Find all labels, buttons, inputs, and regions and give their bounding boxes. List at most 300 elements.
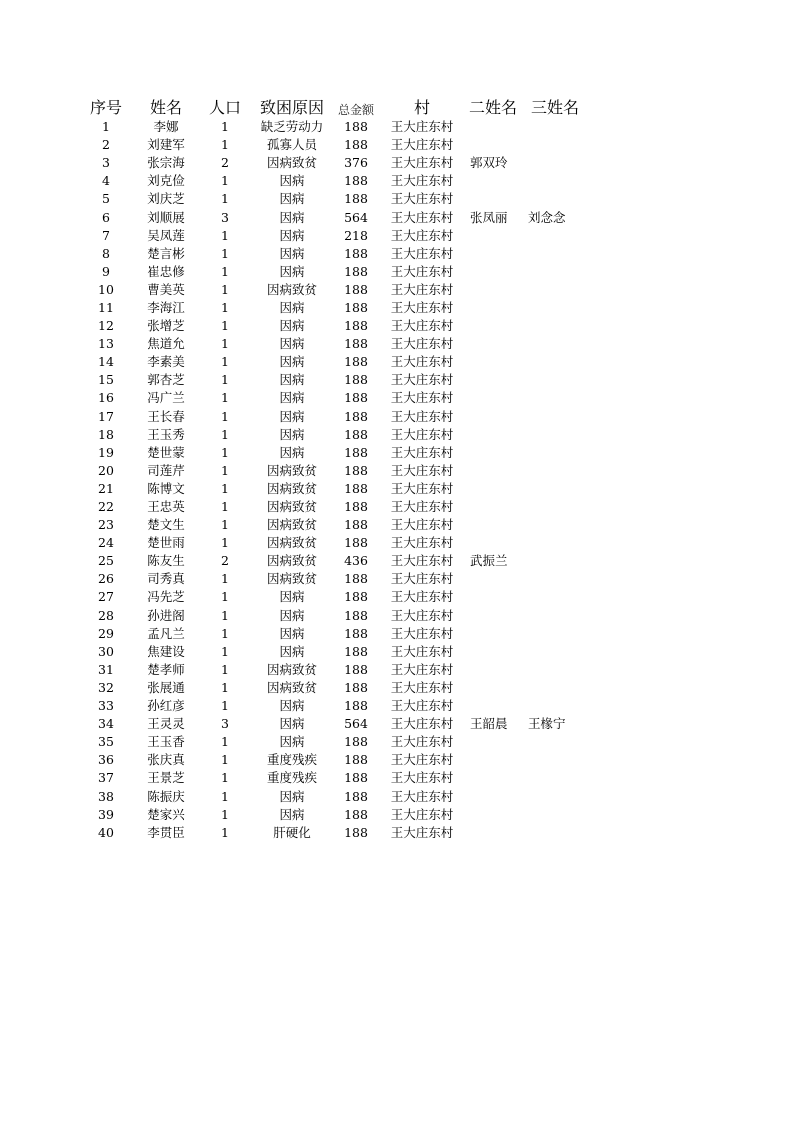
cell-household-size: 1 bbox=[221, 426, 229, 442]
table-row bbox=[78, 227, 588, 245]
cell-village: 王大庄东村 bbox=[390, 119, 454, 135]
cell-third-name bbox=[522, 534, 588, 552]
cell-total-amount: 188 bbox=[344, 137, 368, 153]
cell-third-name bbox=[522, 281, 588, 299]
cell-second-name bbox=[464, 227, 522, 245]
cell-total-amount: 188 bbox=[344, 698, 368, 714]
table-row bbox=[78, 136, 588, 154]
cell-poverty-cause: 因病 bbox=[279, 716, 305, 732]
cell-index: 34 bbox=[98, 716, 114, 732]
cell-third-name bbox=[522, 136, 588, 154]
cell-village: 王大庄东村 bbox=[390, 589, 454, 605]
cell-name: 刘建军 bbox=[147, 137, 185, 153]
cell-name: 焦道允 bbox=[147, 336, 185, 352]
cell-second-name: 郭双玲 bbox=[470, 155, 508, 171]
cell-poverty-cause: 肝硬化 bbox=[273, 824, 311, 840]
table-row bbox=[78, 245, 588, 263]
cell-village: 王大庄东村 bbox=[390, 191, 454, 207]
cell-village: 王大庄东村 bbox=[390, 679, 454, 695]
table-row bbox=[78, 281, 588, 299]
cell-index: 37 bbox=[98, 770, 114, 786]
cell-name: 张庆真 bbox=[147, 752, 185, 768]
cell-poverty-cause: 因病 bbox=[279, 607, 305, 623]
table-row bbox=[78, 190, 588, 208]
cell-total-amount: 188 bbox=[344, 444, 368, 460]
table-row bbox=[78, 588, 588, 606]
cell-poverty-cause: 孤寡人员 bbox=[266, 137, 317, 153]
cell-poverty-cause: 因病致贫 bbox=[266, 679, 317, 695]
cell-total-amount: 188 bbox=[344, 571, 368, 587]
cell-third-name bbox=[522, 625, 588, 643]
cell-total-amount: 188 bbox=[344, 643, 368, 659]
cell-name: 李娜 bbox=[153, 119, 179, 135]
table-row bbox=[78, 733, 588, 751]
cell-household-size: 1 bbox=[221, 480, 229, 496]
cell-total-amount: 188 bbox=[344, 734, 368, 750]
cell-second-name bbox=[464, 661, 522, 679]
cell-village: 王大庄东村 bbox=[390, 354, 454, 370]
table-row bbox=[78, 751, 588, 769]
cell-village: 王大庄东村 bbox=[390, 770, 454, 786]
table-row bbox=[78, 806, 588, 824]
cell-name: 王景芝 bbox=[147, 770, 185, 786]
cell-name: 孟凡兰 bbox=[147, 625, 185, 641]
cell-total-amount: 564 bbox=[344, 716, 368, 732]
cell-poverty-cause: 因病致贫 bbox=[266, 281, 317, 297]
cell-total-amount: 188 bbox=[344, 245, 368, 261]
cell-third-name: 王椽宁 bbox=[528, 716, 566, 732]
cell-household-size: 1 bbox=[221, 444, 229, 460]
cell-name: 王忠英 bbox=[147, 499, 185, 515]
cell-household-size: 1 bbox=[221, 227, 229, 243]
cell-third-name bbox=[522, 552, 588, 570]
cell-village: 王大庄东村 bbox=[390, 137, 454, 153]
cell-village: 王大庄东村 bbox=[390, 752, 454, 768]
cell-household-size: 1 bbox=[221, 752, 229, 768]
cell-second-name bbox=[464, 625, 522, 643]
cell-household-size: 1 bbox=[221, 734, 229, 750]
cell-index: 2 bbox=[102, 137, 110, 153]
cell-third-name bbox=[522, 751, 588, 769]
cell-index: 11 bbox=[98, 299, 114, 315]
cell-second-name bbox=[464, 335, 522, 353]
cell-poverty-cause: 重度残疾 bbox=[266, 770, 317, 786]
cell-index: 29 bbox=[98, 625, 114, 641]
cell-total-amount: 188 bbox=[344, 625, 368, 641]
cell-village: 王大庄东村 bbox=[390, 788, 454, 804]
cell-index: 3 bbox=[102, 155, 110, 171]
cell-poverty-cause: 因病致贫 bbox=[266, 480, 317, 496]
cell-name: 崔忠修 bbox=[147, 263, 185, 279]
cell-total-amount: 188 bbox=[344, 299, 368, 315]
cell-index: 12 bbox=[98, 318, 114, 334]
table-row bbox=[78, 462, 588, 480]
cell-second-name bbox=[464, 408, 522, 426]
cell-village: 王大庄东村 bbox=[390, 824, 454, 840]
cell-name: 刘顺展 bbox=[147, 209, 185, 225]
cell-second-name bbox=[464, 317, 522, 335]
cell-second-name: 武振兰 bbox=[470, 553, 508, 569]
cell-poverty-cause: 因病 bbox=[279, 426, 305, 442]
cell-second-name bbox=[464, 353, 522, 371]
cell-village: 王大庄东村 bbox=[390, 480, 454, 496]
cell-name: 曹美英 bbox=[147, 281, 185, 297]
cell-total-amount: 188 bbox=[344, 806, 368, 822]
cell-name: 孙进阁 bbox=[147, 607, 185, 623]
header-poverty-cause: 致困原因 bbox=[259, 98, 324, 117]
table-row bbox=[78, 371, 588, 389]
cell-third-name bbox=[522, 263, 588, 281]
cell-total-amount: 188 bbox=[344, 318, 368, 334]
cell-village: 王大庄东村 bbox=[390, 499, 454, 515]
cell-household-size: 3 bbox=[221, 716, 229, 732]
cell-index: 30 bbox=[98, 643, 114, 659]
cell-third-name bbox=[522, 824, 588, 842]
cell-third-name bbox=[522, 444, 588, 462]
cell-index: 17 bbox=[98, 408, 114, 424]
cell-second-name bbox=[464, 697, 522, 715]
cell-poverty-cause: 因病 bbox=[279, 299, 305, 315]
cell-index: 13 bbox=[98, 336, 114, 352]
cell-second-name bbox=[464, 426, 522, 444]
cell-poverty-cause: 重度残疾 bbox=[266, 752, 317, 768]
cell-village: 王大庄东村 bbox=[390, 209, 454, 225]
cell-third-name bbox=[522, 570, 588, 588]
header-third-name: 三姓名 bbox=[530, 98, 579, 117]
cell-household-size: 1 bbox=[221, 679, 229, 695]
table-row bbox=[78, 607, 588, 625]
cell-name: 郭杏芝 bbox=[147, 372, 185, 388]
cell-third-name bbox=[522, 588, 588, 606]
cell-household-size: 1 bbox=[221, 191, 229, 207]
cell-name: 李素美 bbox=[147, 354, 185, 370]
cell-third-name bbox=[522, 245, 588, 263]
cell-household-size: 1 bbox=[221, 625, 229, 641]
cell-household-size: 1 bbox=[221, 535, 229, 551]
cell-name: 李海江 bbox=[147, 299, 185, 315]
cell-second-name: 张凤丽 bbox=[470, 209, 508, 225]
cell-second-name bbox=[464, 733, 522, 751]
header-row bbox=[78, 95, 588, 118]
cell-name: 陈博文 bbox=[147, 480, 185, 496]
cell-name: 王长春 bbox=[147, 408, 185, 424]
cell-index: 6 bbox=[102, 209, 110, 225]
header-household-size: 人口 bbox=[208, 98, 241, 117]
table-row bbox=[78, 625, 588, 643]
cell-household-size: 1 bbox=[221, 770, 229, 786]
cell-total-amount: 188 bbox=[344, 752, 368, 768]
cell-third-name bbox=[522, 389, 588, 407]
cell-name: 张增芝 bbox=[147, 318, 185, 334]
cell-poverty-cause: 因病 bbox=[279, 408, 305, 424]
cell-second-name bbox=[464, 389, 522, 407]
cell-total-amount: 188 bbox=[344, 607, 368, 623]
cell-name: 楚孝师 bbox=[147, 661, 185, 677]
cell-total-amount: 188 bbox=[344, 788, 368, 804]
cell-village: 王大庄东村 bbox=[390, 734, 454, 750]
cell-second-name bbox=[464, 570, 522, 588]
cell-index: 9 bbox=[102, 263, 110, 279]
cell-village: 王大庄东村 bbox=[390, 263, 454, 279]
cell-third-name bbox=[522, 118, 588, 136]
cell-total-amount: 188 bbox=[344, 408, 368, 424]
cell-poverty-cause: 因病致贫 bbox=[266, 571, 317, 587]
cell-third-name bbox=[522, 172, 588, 190]
cell-village: 王大庄东村 bbox=[390, 607, 454, 623]
cell-index: 14 bbox=[98, 354, 114, 370]
cell-poverty-cause: 因病致贫 bbox=[266, 553, 317, 569]
cell-second-name bbox=[464, 190, 522, 208]
cell-total-amount: 188 bbox=[344, 281, 368, 297]
cell-second-name bbox=[464, 534, 522, 552]
cell-household-size: 1 bbox=[221, 299, 229, 315]
cell-second-name bbox=[464, 462, 522, 480]
cell-household-size: 1 bbox=[221, 281, 229, 297]
cell-third-name bbox=[522, 371, 588, 389]
cell-poverty-cause: 因病 bbox=[279, 444, 305, 460]
cell-poverty-cause: 因病 bbox=[279, 698, 305, 714]
cell-total-amount: 188 bbox=[344, 372, 368, 388]
cell-third-name bbox=[522, 498, 588, 516]
cell-village: 王大庄东村 bbox=[390, 299, 454, 315]
cell-third-name bbox=[522, 353, 588, 371]
cell-total-amount: 376 bbox=[344, 155, 368, 171]
cell-third-name bbox=[522, 661, 588, 679]
cell-second-name bbox=[464, 679, 522, 697]
cell-total-amount: 188 bbox=[344, 390, 368, 406]
table-row bbox=[78, 208, 588, 226]
cell-total-amount: 188 bbox=[344, 336, 368, 352]
cell-village: 王大庄东村 bbox=[390, 426, 454, 442]
cell-second-name bbox=[464, 787, 522, 805]
cell-village: 王大庄东村 bbox=[390, 571, 454, 587]
cell-name: 楚家兴 bbox=[147, 806, 185, 822]
cell-household-size: 1 bbox=[221, 788, 229, 804]
table-row bbox=[78, 426, 588, 444]
cell-household-size: 1 bbox=[221, 119, 229, 135]
cell-household-size: 1 bbox=[221, 336, 229, 352]
cell-name: 楚文生 bbox=[147, 517, 185, 533]
cell-name: 陈友生 bbox=[147, 553, 185, 569]
cell-index: 7 bbox=[102, 227, 110, 243]
cell-name: 张展通 bbox=[147, 679, 185, 695]
cell-village: 王大庄东村 bbox=[390, 643, 454, 659]
cell-second-name bbox=[464, 118, 522, 136]
beneficiary-table bbox=[78, 95, 588, 842]
cell-household-size: 3 bbox=[221, 209, 229, 225]
cell-name: 孙红彦 bbox=[147, 698, 185, 714]
cell-village: 王大庄东村 bbox=[390, 245, 454, 261]
cell-index: 23 bbox=[98, 517, 114, 533]
table-row bbox=[78, 172, 588, 190]
cell-index: 31 bbox=[98, 661, 114, 677]
cell-poverty-cause: 因病 bbox=[279, 625, 305, 641]
cell-poverty-cause: 因病 bbox=[279, 245, 305, 261]
cell-total-amount: 188 bbox=[344, 191, 368, 207]
table-row bbox=[78, 824, 588, 842]
cell-total-amount: 188 bbox=[344, 661, 368, 677]
cell-second-name bbox=[464, 444, 522, 462]
cell-index: 8 bbox=[102, 245, 110, 261]
cell-household-size: 1 bbox=[221, 137, 229, 153]
cell-name: 刘庆芝 bbox=[147, 191, 185, 207]
cell-total-amount: 188 bbox=[344, 119, 368, 135]
cell-poverty-cause: 缺乏劳动力 bbox=[260, 119, 324, 135]
cell-total-amount: 188 bbox=[344, 679, 368, 695]
cell-name: 陈振庆 bbox=[147, 788, 185, 804]
cell-poverty-cause: 因病 bbox=[279, 390, 305, 406]
table-row bbox=[78, 353, 588, 371]
cell-second-name bbox=[464, 281, 522, 299]
cell-index: 27 bbox=[98, 589, 114, 605]
cell-second-name bbox=[464, 245, 522, 263]
cell-third-name bbox=[522, 733, 588, 751]
cell-index: 36 bbox=[98, 752, 114, 768]
table-row bbox=[78, 299, 588, 317]
cell-village: 王大庄东村 bbox=[390, 806, 454, 822]
cell-third-name bbox=[522, 408, 588, 426]
cell-village: 王大庄东村 bbox=[390, 390, 454, 406]
cell-index: 1 bbox=[102, 119, 110, 135]
cell-index: 15 bbox=[98, 372, 114, 388]
cell-poverty-cause: 因病 bbox=[279, 318, 305, 334]
cell-household-size: 1 bbox=[221, 571, 229, 587]
cell-second-name bbox=[464, 172, 522, 190]
header-village: 村 bbox=[413, 98, 430, 117]
table-row bbox=[78, 570, 588, 588]
cell-third-name: 刘念念 bbox=[528, 209, 566, 225]
cell-total-amount: 436 bbox=[344, 553, 368, 569]
cell-second-name bbox=[464, 588, 522, 606]
cell-household-size: 1 bbox=[221, 245, 229, 261]
cell-household-size: 1 bbox=[221, 408, 229, 424]
cell-second-name bbox=[464, 607, 522, 625]
cell-third-name bbox=[522, 769, 588, 787]
cell-name: 楚言彬 bbox=[147, 245, 185, 261]
header-index: 序号 bbox=[89, 98, 122, 117]
header-name: 姓名 bbox=[149, 98, 182, 117]
cell-village: 王大庄东村 bbox=[390, 408, 454, 424]
cell-household-size: 1 bbox=[221, 806, 229, 822]
cell-poverty-cause: 因病 bbox=[279, 227, 305, 243]
table-row bbox=[78, 389, 588, 407]
cell-index: 35 bbox=[98, 734, 114, 750]
cell-household-size: 1 bbox=[221, 390, 229, 406]
cell-village: 王大庄东村 bbox=[390, 444, 454, 460]
cell-index: 40 bbox=[98, 824, 114, 840]
table-row bbox=[78, 516, 588, 534]
cell-poverty-cause: 因病致贫 bbox=[266, 661, 317, 677]
cell-household-size: 1 bbox=[221, 607, 229, 623]
cell-poverty-cause: 因病 bbox=[279, 788, 305, 804]
cell-third-name bbox=[522, 787, 588, 805]
cell-index: 4 bbox=[102, 173, 110, 189]
cell-index: 19 bbox=[98, 444, 114, 460]
cell-name: 冯先芝 bbox=[147, 589, 185, 605]
cell-household-size: 1 bbox=[221, 643, 229, 659]
cell-household-size: 1 bbox=[221, 318, 229, 334]
cell-total-amount: 188 bbox=[344, 535, 368, 551]
cell-poverty-cause: 因病致贫 bbox=[266, 499, 317, 515]
cell-household-size: 2 bbox=[221, 155, 229, 171]
cell-index: 18 bbox=[98, 426, 114, 442]
cell-village: 王大庄东村 bbox=[390, 698, 454, 714]
cell-second-name bbox=[464, 751, 522, 769]
cell-village: 王大庄东村 bbox=[390, 227, 454, 243]
cell-name: 王玉香 bbox=[147, 734, 185, 750]
cell-index: 26 bbox=[98, 571, 114, 587]
cell-poverty-cause: 因病 bbox=[279, 806, 305, 822]
cell-third-name bbox=[522, 806, 588, 824]
cell-index: 22 bbox=[98, 499, 114, 515]
cell-third-name bbox=[522, 335, 588, 353]
table-row bbox=[78, 317, 588, 335]
cell-index: 28 bbox=[98, 607, 114, 623]
cell-poverty-cause: 因病 bbox=[279, 209, 305, 225]
header-total-amount: 总金额 bbox=[337, 103, 374, 117]
cell-third-name bbox=[522, 643, 588, 661]
cell-third-name bbox=[522, 317, 588, 335]
cell-index: 24 bbox=[98, 535, 114, 551]
cell-household-size: 1 bbox=[221, 517, 229, 533]
cell-third-name bbox=[522, 697, 588, 715]
cell-name: 张宗海 bbox=[147, 155, 185, 171]
cell-poverty-cause: 因病 bbox=[279, 173, 305, 189]
cell-poverty-cause: 因病致贫 bbox=[266, 535, 317, 551]
cell-second-name bbox=[464, 371, 522, 389]
cell-third-name bbox=[522, 299, 588, 317]
cell-index: 21 bbox=[98, 480, 114, 496]
table-row bbox=[78, 769, 588, 787]
cell-poverty-cause: 因病 bbox=[279, 589, 305, 605]
cell-name: 王灵灵 bbox=[147, 716, 185, 732]
cell-village: 王大庄东村 bbox=[390, 535, 454, 551]
cell-third-name bbox=[522, 227, 588, 245]
cell-poverty-cause: 因病致贫 bbox=[266, 517, 317, 533]
cell-household-size: 2 bbox=[221, 553, 229, 569]
cell-name: 王玉秀 bbox=[147, 426, 185, 442]
cell-village: 王大庄东村 bbox=[390, 155, 454, 171]
cell-total-amount: 188 bbox=[344, 770, 368, 786]
table-row bbox=[78, 444, 588, 462]
cell-total-amount: 188 bbox=[344, 263, 368, 279]
cell-village: 王大庄东村 bbox=[390, 173, 454, 189]
cell-poverty-cause: 因病 bbox=[279, 336, 305, 352]
cell-total-amount: 188 bbox=[344, 354, 368, 370]
cell-third-name bbox=[522, 480, 588, 498]
cell-index: 20 bbox=[98, 462, 114, 478]
cell-second-name bbox=[464, 806, 522, 824]
table-row bbox=[78, 552, 588, 570]
cell-village: 王大庄东村 bbox=[390, 318, 454, 334]
cell-total-amount: 188 bbox=[344, 824, 368, 840]
table-row bbox=[78, 154, 588, 172]
cell-poverty-cause: 因病致贫 bbox=[266, 155, 317, 171]
cell-third-name bbox=[522, 462, 588, 480]
cell-total-amount: 188 bbox=[344, 589, 368, 605]
table-body bbox=[78, 118, 588, 842]
table-row bbox=[78, 679, 588, 697]
cell-name: 冯广兰 bbox=[147, 390, 185, 406]
cell-household-size: 1 bbox=[221, 824, 229, 840]
cell-household-size: 1 bbox=[221, 698, 229, 714]
cell-total-amount: 564 bbox=[344, 209, 368, 225]
cell-village: 王大庄东村 bbox=[390, 716, 454, 732]
cell-index: 5 bbox=[102, 191, 110, 207]
table-row bbox=[78, 661, 588, 679]
cell-second-name bbox=[464, 136, 522, 154]
table-row bbox=[78, 408, 588, 426]
